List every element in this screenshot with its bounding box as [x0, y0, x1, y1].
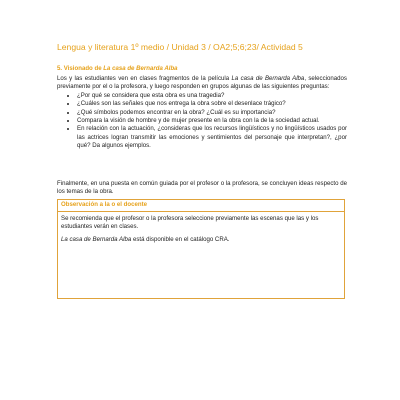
closing-paragraph: Finalmente, en una puesta en común guiada por el profesor o la profesora, se concluyen ideas respecto de los temas de la obra.: [57, 180, 347, 196]
question-item: • ¿Qué símbolos podemos encontrar en la obra? ¿Cuál es su importancia?: [77, 109, 347, 117]
intro-part2: , seleccionados previamente por el o la profesora, y luego responden en grupos algunas de las siguientes preguntas:: [57, 75, 347, 91]
question-item: • En relación con la actuación, ¿consideras que los recursos lingüísticos y no lingüísticos usados por las actrices logran transmitir las emociones y sentimientos del personaje que interpretan?, ¿por qué? Da algunos ejemplos.: [77, 125, 347, 150]
page-header: Lengua y literatura 1º medio / Unidad 3 / OA2;5;6;23/ Actividad 5: [57, 42, 303, 52]
teacher-note-paragraph: [61, 236, 341, 244]
teacher-note-title: Observación a la o el docente: [58, 200, 344, 212]
teacher-note-paragraph: Se recomienda que el profesor o la profesora seleccione previamente las escenas que las y los estudiantes verán en clases.: [61, 215, 319, 231]
question-item: • Compara la visión de hombre y de mujer presente en la obra con la de la sociedad actual.: [77, 117, 347, 125]
intro-part1: Los y las estudiantes ven en clases fragmentos de la película: [57, 75, 232, 82]
teacher-note-rest: está disponible en el catálogo CRA.: [131, 235, 230, 243]
question-item: • ¿Cuáles son las señales que nos entrega la obra sobre el desenlace trágico?: [77, 100, 347, 108]
teacher-note-book-title: La casa de Bernarda Alba: [61, 235, 132, 243]
section-title-prefix: 5. Visionado de: [57, 65, 104, 72]
intro-paragraph: [57, 75, 347, 92]
section-title-book: La casa de Bernarda Alba: [103, 65, 178, 72]
section-title: [57, 65, 178, 72]
teacher-note-body: [58, 212, 344, 244]
teacher-note-box: [57, 199, 345, 299]
intro-film-title: La casa de Bernarda Alba: [231, 75, 305, 82]
question-item: • ¿Por qué se considera que esta obra es una tragedia?: [77, 92, 347, 100]
questions-list: [57, 92, 347, 151]
activity-body: [57, 75, 347, 151]
